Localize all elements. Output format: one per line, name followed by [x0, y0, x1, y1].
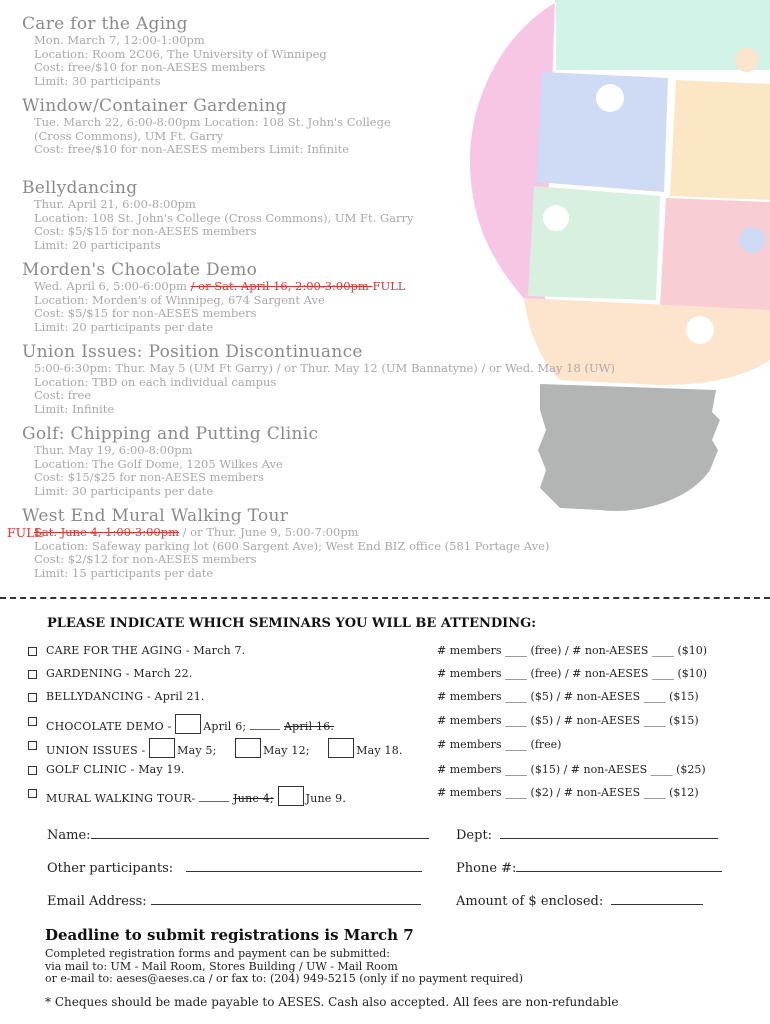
email-field[interactable] — [47, 892, 421, 909]
event-date — [22, 280, 405, 294]
seminar-label: GARDENING - March 22. — [46, 667, 193, 680]
submission-line: via mail to: UM - Mail Room, Stores Building / UW - Mail Room — [45, 959, 398, 973]
seminar-fee-fields[interactable]: # members ____ ($5) / # non-AESES ____ ($15) — [437, 690, 699, 703]
deadline-notice: Deadline to submit registrations is March 7 — [45, 926, 414, 944]
date-option: May 12; — [263, 744, 310, 757]
event-detail: Cost: $15/$25 for non-AESES members — [34, 470, 264, 485]
seminar-label: CHOCOLATE DEMO - — [46, 720, 172, 733]
event-detail: Limit: 30 participants per date — [34, 483, 214, 498]
event-detail: Mon. March 7, 12:00-1:00pm — [34, 33, 205, 47]
event-detail: Cost: $2/$12 for non-AESES members — [34, 552, 257, 567]
dept-field[interactable] — [456, 826, 718, 843]
event-detail: Limit: 20 participants — [34, 237, 161, 252]
seminar-checkbox[interactable] — [28, 670, 37, 679]
date-option: May 18. — [356, 744, 403, 757]
event-detail: Location: Safeway parking lot (600 Sargent Ave); West End BIZ office (581 Portage Ave) — [34, 538, 550, 553]
event-title: Golf: Chipping and Putting Clinic — [22, 424, 319, 444]
date-checkbox-may-5[interactable] — [149, 738, 175, 758]
event-detail: Location: The Golf Dome, 1205 Wilkes Ave — [34, 456, 283, 471]
event-title: Union Issues: Position Discontinuance — [22, 342, 363, 362]
event-title: Morden's Chocolate Demo — [22, 260, 258, 280]
event-detail: Cost: $5/$15 for non-AESES members — [34, 306, 257, 321]
email-input-line[interactable] — [151, 892, 421, 905]
date-option-cancelled: April 16. — [284, 720, 335, 733]
seminar-fee-fields[interactable]: # members ____ ($2) / # non-AESES ____ ($12) — [437, 786, 699, 799]
event-detail: 5:00-6:30pm: Thur. May 5 (UM Ft Garry) / or Thur. May 12 (UM Bannatyne) / or Wed. May 18 (UW) — [34, 361, 615, 375]
seminar-checkbox[interactable] — [28, 693, 37, 702]
seminar-label: GOLF CLINIC - May 19. — [46, 763, 185, 776]
seminar-fee-fields[interactable]: # members ____ (free) / # non-AESES ____ ($10) — [437, 644, 708, 657]
event-union-issues — [22, 342, 615, 416]
event-mural-tour — [7, 506, 550, 580]
event-detail: Cost: free — [34, 388, 92, 403]
submission-line: Completed registration forms and payment can be submitted: — [45, 947, 390, 960]
event-detail: Thur. May 19, 6:00-8:00pm — [34, 443, 193, 457]
event-title: Care for the Aging — [22, 14, 188, 34]
seminar-row-bellydancing — [28, 690, 768, 710]
cheques-note: * Cheques should be made payable to AESES. Cash also accepted. All fees are non-refundable — [45, 995, 619, 1009]
seminar-options — [46, 786, 346, 806]
event-bellydancing — [22, 178, 414, 252]
date-checkbox-june-9[interactable] — [278, 786, 304, 806]
seminar-label: MURAL WALKING TOUR- — [46, 792, 196, 805]
seminar-label: UNION ISSUES - — [46, 744, 146, 757]
registration-form — [0, 600, 770, 1024]
dept-input-line[interactable] — [500, 826, 718, 839]
other-participants-input-line[interactable] — [186, 859, 422, 872]
seminar-fee-fields[interactable]: # members ____ (free) / # non-AESES ____ ($10) — [437, 667, 708, 680]
event-date-open: / or Thur. June 9, 5:00-7:00pm — [178, 525, 359, 539]
seminar-row-gardening — [28, 667, 768, 687]
phone-field[interactable] — [456, 859, 722, 876]
name-input-line[interactable] — [91, 826, 429, 839]
event-date-cancelled: / or Sat. April 16, 2:00-3:00pm — [190, 279, 373, 293]
seminar-row-union — [28, 738, 768, 758]
event-date — [7, 525, 549, 540]
event-detail: Tue. March 22, 6:00-8:00pm Location: 108 St. John's College — [34, 115, 391, 129]
event-detail: Cost: $5/$15 for non-AESES members — [34, 224, 257, 239]
phone-input-line[interactable] — [516, 859, 722, 872]
event-chocolate-demo — [22, 260, 405, 334]
submission-line: or e-mail to: aeses@aeses.ca / or fax to: (204) 949-5215 (only if no payment required) — [45, 972, 524, 985]
seminar-row-mural — [28, 786, 768, 806]
date-option-cancelled: June 4; — [233, 792, 274, 805]
event-detail: Cost: free/$10 for non-AESES members — [34, 60, 266, 75]
dept-label: Dept: — [456, 828, 493, 843]
cut-line-divider — [0, 597, 770, 599]
submission-instructions — [45, 948, 523, 986]
amount-field[interactable] — [456, 892, 703, 909]
event-title: West End Mural Walking Tour — [22, 506, 289, 526]
bulb-rose-piece — [660, 198, 770, 312]
event-detail: Location: TBD on each individual campus — [34, 374, 277, 389]
event-detail: Location: Morden's of Winnipeg, 674 Sargent Ave — [34, 292, 325, 307]
event-title: Window/Container Gardening — [22, 96, 287, 116]
name-label: Name: — [47, 828, 91, 843]
event-date-open: Wed. April 6, 5:00-6:00pm — [34, 279, 191, 293]
other-participants-field[interactable] — [47, 859, 422, 876]
amount-input-line[interactable] — [611, 892, 703, 905]
seminar-fee-fields[interactable]: # members ____ ($5) / # non-AESES ____ ($15) — [437, 714, 699, 727]
event-detail: Limit: Infinite — [34, 401, 115, 416]
full-marker: FULL — [7, 525, 43, 540]
event-gardening — [22, 96, 391, 157]
bulb-green-piece — [528, 186, 660, 300]
seminar-options — [46, 714, 334, 734]
event-title: Bellydancing — [22, 178, 138, 198]
bulb-yellow-piece — [670, 80, 770, 200]
event-care-for-aging — [22, 14, 327, 88]
seminar-row-chocolate — [28, 714, 768, 734]
seminar-checkbox[interactable] — [28, 789, 37, 798]
full-marker: FULL — [372, 279, 406, 293]
seminar-row-aging — [28, 644, 768, 664]
seminar-fee-fields[interactable]: # members ____ (free) — [437, 738, 562, 751]
seminar-label: BELLYDANCING - April 21. — [46, 690, 205, 703]
seminar-label: CARE FOR THE AGING - March 7. — [46, 644, 246, 657]
seminar-options — [46, 738, 403, 758]
event-detail: Thur. April 21, 6:00-8:00pm — [34, 197, 196, 211]
date-option: June 9. — [305, 792, 347, 805]
other-participants-label: Other participants: — [47, 861, 174, 876]
event-detail: Limit: 30 participants — [34, 73, 161, 88]
date-checkbox-may-18[interactable] — [328, 738, 354, 758]
date-option: May 5; — [177, 744, 217, 757]
date-checkbox-april-6[interactable] — [175, 714, 201, 734]
email-label: Email Address: — [47, 894, 147, 909]
phone-label: Phone #: — [456, 861, 517, 876]
event-detail: Limit: 15 participants per date — [34, 565, 214, 580]
name-field[interactable] — [47, 826, 429, 843]
date-checkbox-may-12[interactable] — [235, 738, 261, 758]
event-detail: Location: Room 2C06, The University of Winnipeg — [34, 46, 327, 61]
date-blank-june-4[interactable] — [199, 793, 229, 802]
event-detail: (Cross Commons), UM Ft. Garry — [34, 128, 224, 143]
seminar-checkbox[interactable] — [28, 766, 37, 775]
date-option: April 6; — [203, 720, 247, 733]
seminar-checkbox[interactable] — [28, 647, 37, 656]
seminar-fee-fields[interactable]: # members ____ ($15) / # non-AESES ____ ($25) — [437, 763, 706, 776]
date-blank-april-16[interactable] — [250, 721, 280, 730]
form-heading: PLEASE INDICATE WHICH SEMINARS YOU WILL BE ATTENDING: — [47, 616, 537, 631]
amount-label: Amount of $ enclosed: — [456, 894, 604, 909]
event-detail: Cost: free/$10 for non-AESES members Limit: Infinite — [34, 142, 350, 157]
seminar-row-golf — [28, 763, 768, 783]
seminar-checkbox[interactable] — [28, 717, 37, 726]
event-detail: Location: 108 St. John's College (Cross Commons), UM Ft. Garry — [34, 210, 414, 225]
seminar-checkbox[interactable] — [28, 741, 37, 750]
event-date-cancelled: Sat. June 4, 1:00-3:00pm — [34, 525, 179, 539]
event-detail: Limit: 20 participants per date — [34, 319, 214, 334]
event-golf-clinic — [22, 424, 318, 498]
